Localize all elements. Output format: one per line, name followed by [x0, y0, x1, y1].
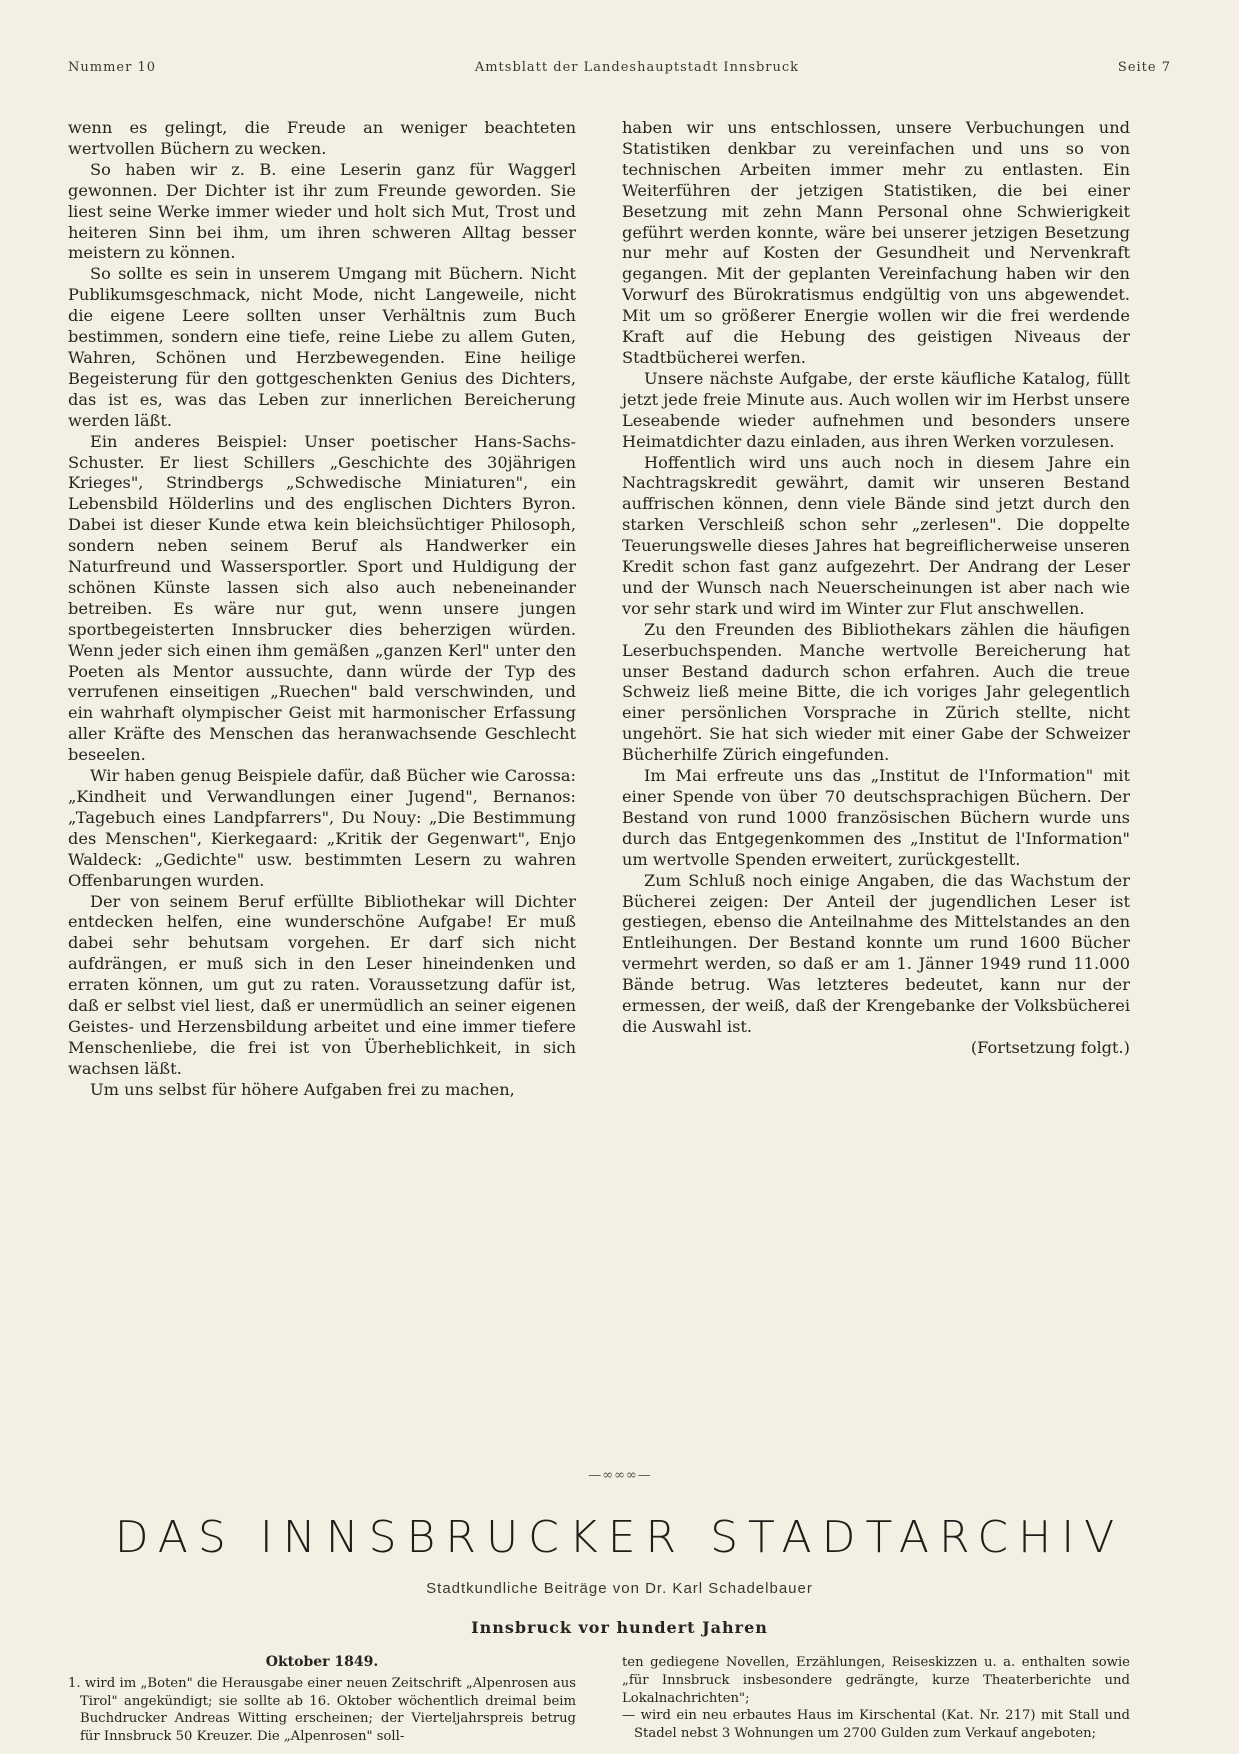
- paragraph: Im Mai erfreute uns das „Institut de l'Information" mit einer Spende von über 70 deutschsprachigen Büchern. Der Bestand von rund 1000 französischen Büchern wurde uns durch das Entgegenkommen des „Institut de l'Information" um wertvolle Spenden erweitert, zurückgestellt.: [622, 766, 1130, 869]
- ornament-divider: —∞∞∞—: [588, 1468, 652, 1483]
- paragraph: Zu den Freunden des Bibliothekars zählen die häufigen Leserbuchspenden. Manche wertvolle Bereicherung hat unser Bestand dadurch schon erfahren. Auch die treue Schweiz ließ meine Bitte, die ich voriges Jahr gelegentlich einer persönlichen Vorsprache in Zürich stellte, nicht ungehört. Sie hat sich wieder mit einer Gabe der Schweizer Bücherhilfe Zürich eingefunden.: [622, 619, 1130, 765]
- paragraph: Hoffentlich wird uns auch noch in diesem Jahre ein Nachtragskredit gewährt, damit wir unseren Bestand auffrischen können, denn viele Bände sind jetzt durch den starken Verschleiß schon sehr „zerlesen". Die doppelte Teuerungswelle dieses Jahres hat begreiflicherweise unseren Kredit schon fast ganz aufgezehrt. Der Andrang der Leser und der Wunsch nach Neuerscheinungen ist aber nach wie vor sehr stark und wird im Winter zur Flut anschwellen.: [622, 452, 1130, 618]
- paragraph: wenn es gelingt, die Freude an weniger beachteten wertvollen Büchern zu wecken.: [68, 118, 576, 158]
- paragraph: Wir haben genug Beispiele dafür, daß Bücher wie Carossa: „Kindheit und Verwandlungen einer Jugend", Bernanos: „Tagebuch eines Landpfarrers", Du Nouy: „Die Bestimmung des Menschen", Kierkegaard: „Kritik der Gegenwart", Enjo Waldeck: „Gedichte" usw. bestimmten Lesern zu wahren Offenbarungen wurden.: [68, 766, 576, 890]
- archive-left-column: [68, 1654, 576, 1746]
- running-head: [68, 60, 1171, 75]
- archive-entry: 1. wird im „Boten" die Herausgabe einer neuen Zeitschrift „Alpenrosen aus Tirol" angekündigt; sie sollte ab 16. Oktober wöchentlich dreimal beim Buchdrucker Andreas Witting erscheinen; der Vierteljahrspreis betrug für Innsbruck 50 Kreuzer. Die „Alpenrosen" soll-: [68, 1675, 576, 1745]
- paragraph: Ein anderes Beispiel: Unser poetischer Hans-Sachs-Schuster. Er liest Schillers „Geschichte des 30jährigen Krieges", Strindbergs „Schwedische Miniaturen", ein Lebensbild Hölderlins und des englischen Dichters Byron. Dabei ist dieser Kunde etwa kein bleichsüchtiger Philosoph, sondern neben seinem Beruf als Handwerker ein Naturfreund und Wassersportler. Sport und Huldigung der schönen Künste lassen sich also auch nebeneinander betreiben. Es wäre nur gut, wenn unsere jungen sportbegeisterten Innsbrucker dies beherzigen würden. Wenn jeder sich einen ihm gemäßen „ganzen Kerl" unter den Poeten als Mentor aussuchte, dann würde der Typ des verrufenen einseitigen „Ruechen" bald verschwinden, und ein wahrhaft olympischer Geist mit harmonischer Erfassung aller Kräfte des Menschen das heranwachsende Geschlecht beseelen.: [68, 431, 576, 765]
- date-heading: Oktober 1849.: [265, 1654, 379, 1670]
- paragraph: haben wir uns entschlossen, unsere Verbuchungen und Statistiken denkbar zu vereinfachen und uns so von technischen Arbeiten immer mehr zu entlasten. Ein Weiterführen der jetzigen Statistiken, die bei einer Besetzung mit zehn Mann Personal ohne Schwierigkeit geführt werden konnte, wäre bei unserer jetzigen Besetzung nur mehr auf Kosten der Gesundheit und Nervenkraft gegangen. Mit der geplanten Vereinfachung haben wir den Vorwurf des Bürokratismus endgültig von uns abgewendet. Mit um so größerer Energie wollen wir die frei werdende Kraft auf die Hebung des geistigen Niveaus der Stadtbücherei werfen.: [622, 118, 1130, 367]
- paragraph: Der von seinem Beruf erfüllte Bibliothekar will Dichter entdecken helfen, eine wunderschöne Aufgabe! Er muß dabei sehr behutsam vorgehen. Er darf sich nicht aufdrängen, er muß sich in den Leser hineindenken und erraten können, um gut zu raten. Voraussetzung dafür ist, daß er selbst viel liest, daß er unermüdlich an seiner eigenen Geistes- und Herzensbildung arbeitet und eine immer tiefere Menschenliebe, die frei ist von Überheblichkeit, in sich wachsen läßt.: [68, 891, 576, 1078]
- paragraph: So sollte es sein in unserem Umgang mit Büchern. Nicht Publikumsgeschmack, nicht Mode, nicht Langeweile, nicht die eigene Leere sollten unser Verhältnis zum Buch bestimmen, sondern eine tiefe, reine Liebe zu allem Guten, Wahren, Schönen und Herzbewegenden. Eine heilige Begeisterung für den gottgeschenkten Genius des Dichters, das ist es, was das Leben zur innerlichen Bereicherung werden läßt.: [68, 264, 576, 430]
- continuation-note: (Fortsetzung folgt.): [970, 1037, 1130, 1057]
- paragraph: So haben wir z. B. eine Leserin ganz für Waggerl gewonnen. Der Dichter ist ihr zum Freunde geworden. Sie liest seine Werke immer wieder und holt sich Mut, Trost und heiteren Sinn bei ihm, um ihren schweren Alltag besser meistern zu können.: [68, 159, 576, 263]
- section-heading: Innsbruck vor hundert Jahren: [471, 1618, 768, 1637]
- section-subtitle: Stadtkundliche Beiträge von Dr. Karl Schadelbauer: [426, 1580, 813, 1597]
- section-title: DAS INNSBRUCKER STADTARCHIV: [114, 1512, 1125, 1563]
- publication-title: Amtsblatt der Landeshauptstadt Innsbruck: [474, 60, 800, 75]
- paragraph: Um uns selbst für höhere Aufgaben frei zu machen,: [90, 1079, 515, 1099]
- page-number: Seite 7: [1117, 60, 1171, 75]
- archive-entry: — wird ein neu erbautes Haus im Kirschental (Kat. Nr. 217) mit Stall und Stadel nebst 3 Wohnungen um 2700 Gulden zum Verkauf angeboten;: [622, 1708, 1130, 1742]
- right-column: [622, 118, 1130, 1059]
- archive-right-column: [622, 1654, 1130, 1743]
- archive-entry: ten gediegene Novellen, Erzählungen, Reiseskizzen u. a. enthalten sowie „für Innsbruck insbesondere gedrängte, kurze Theaterberichte und Lokalnachrichten";: [622, 1655, 1130, 1706]
- left-column: [68, 118, 576, 1101]
- paragraph: Zum Schluß noch einige Angaben, die das Wachstum der Bücherei zeigen: Der Anteil der jugendlichen Leser ist gestiegen, ebenso die Anteilnahme des Mittelstandes an den Entleihungen. Der Bestand konnte um rund 1600 Bücher vermehrt werden, so daß er am 1. Jänner 1949 rund 11.000 Bände betrug. Was letzteres bedeutet, kann nur der ermessen, der weiß, daß der Krengebanke der Volksbücherei die Auswahl ist.: [622, 870, 1130, 1036]
- issue-number: Nummer 10: [68, 60, 156, 75]
- paragraph: Unsere nächste Aufgabe, der erste käufliche Katalog, füllt jetzt jede freie Minute aus. Auch wollen wir im Herbst unsere Leseabende wieder aufnehmen und besonders unsere Heimatdichter dazu einladen, aus ihren Werken vorzulesen.: [622, 368, 1130, 451]
